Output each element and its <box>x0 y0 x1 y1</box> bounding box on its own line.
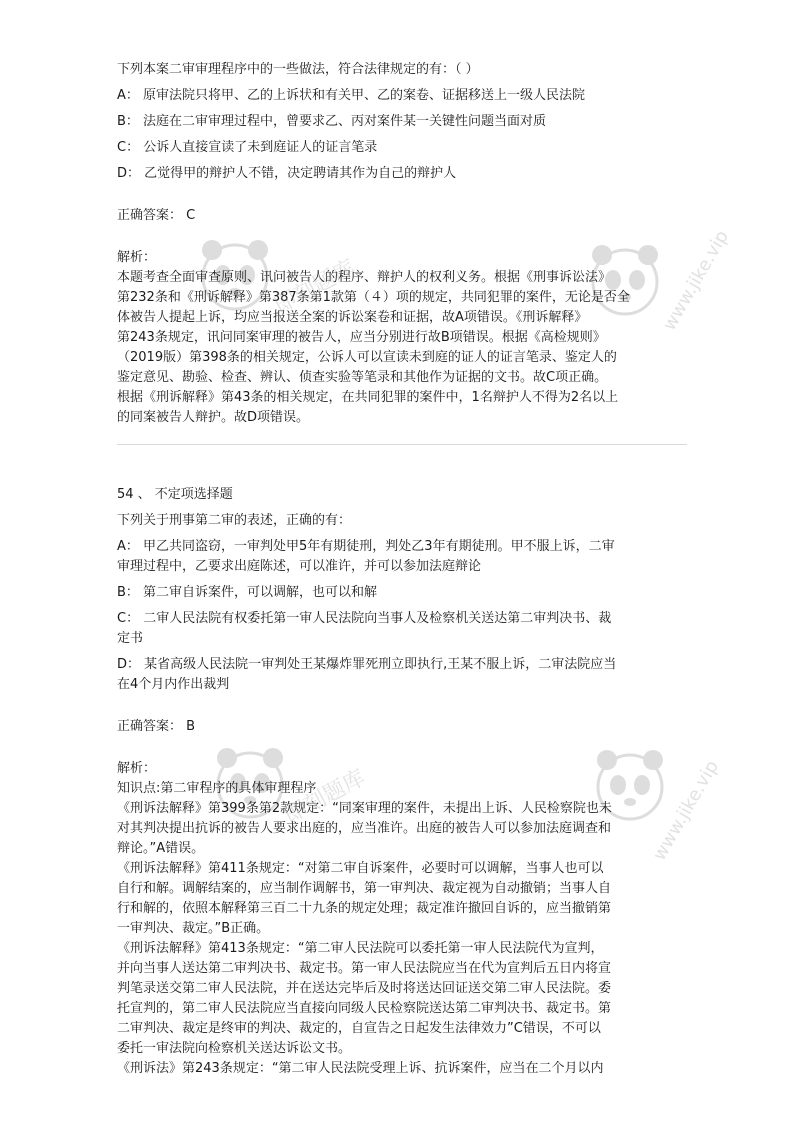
option-b: B： 法庭在二审审理过程中，曾要求乙、丙对案件某一关键性问题当面对质 <box>117 114 547 129</box>
option-a <box>117 537 687 577</box>
analysis-line: 《刑诉法》第243条规定：“第二审人民法院受理上诉、抗诉案件，应当在二个月以内 <box>117 1061 604 1076</box>
analysis-line: 对其判决提出抗诉的被告人要求出庭的，应当准许。出庭的被告人可以参加法庭调查和 <box>117 821 612 836</box>
option-d <box>117 655 687 695</box>
watermark-brand: 即刻题库 <box>270 255 360 319</box>
question-header: 54 、 不定项选择题 <box>117 487 233 502</box>
option-c: C： 公诉人直接宣读了未到庭证人的证言笔录 <box>117 140 378 155</box>
analysis-line: 本题考查全面审查原则、讯问被告人的程序、辩护人的权利义务。根据《刑事诉讼法》 <box>117 270 612 285</box>
analysis-line: 体被告人提起上诉，均应当报送全案的诉讼案卷和证据，故A项错误。《刑诉解释》 <box>117 310 588 325</box>
analysis-text <box>117 779 687 1079</box>
analysis-line: 行和解的，依照本解释第三百二十九条的规定处理；裁定准许撤回自诉的，应当撤销第 <box>117 901 612 916</box>
analysis-line: 根据《刑诉解释》第43条的相关规定，在共同犯罪的案件中，1名辩护人不得为2名以上 <box>117 390 619 405</box>
watermark-url: www.jike.vip <box>658 226 734 335</box>
question-stem: 下列本案二审审理程序中的一些做法，符合法律规定的有：（ ） <box>117 62 479 77</box>
analysis-line: 辩论。”A错误。 <box>117 841 205 856</box>
option-line: 定书 <box>117 631 144 646</box>
document-page <box>117 0 687 1079</box>
analysis-text <box>117 268 687 428</box>
analysis-line: 第243条规定，讯问同案审理的被告人，应当分别进行故B项错误。根据《高检规则》 <box>117 330 606 345</box>
analysis-line: 第232条和《刑诉解释》第387条第1款第（４）项的规定，共同犯罪的案件，无论是否全 <box>117 290 630 305</box>
option-c <box>117 609 687 649</box>
analysis-line: 鉴定意见、勘验、检查、辨认、侦查实验等笔录和其他作为证据的文书。故C项正确。 <box>117 370 608 385</box>
analysis-line: 知识点:第二审程序的具体审理程序 <box>117 781 317 796</box>
analysis-line: 《刑诉法解释》第411条规定：“对第二审自诉案件，必要时可以调解，当事人也可以 <box>117 861 604 876</box>
watermark-url: www.jike.vip <box>648 756 724 865</box>
option-line: D： 某省高级人民法院一审判处王某爆炸罪死刑立即执行,王某不服上诉，二审法院应当 <box>117 657 617 672</box>
analysis-label: 解析： <box>117 761 157 776</box>
option-line: 审理过程中，乙要求出庭陈述，可以准许，并可以参加法庭辩论 <box>117 559 482 574</box>
watermark-brand: 即刻题库 <box>280 765 370 829</box>
option-line: A： 甲乙共同盗窃，一审判处甲5年有期徒刑，判处乙3年有期徒刑。甲不服上诉，二审 <box>117 539 615 554</box>
analysis-line: 自行和解。调解结案的，应当制作调解书，第一审判决、裁定视为自动撤销；当事人自 <box>117 881 612 896</box>
option-line: 在4个月内作出裁判 <box>117 677 230 692</box>
option-line: C： 二审人民法院有权委托第一审人民法院向当事人及检察机关送达第二审判决书、裁 <box>117 611 612 626</box>
correct-answer: 正确答案： C <box>117 208 196 223</box>
analysis-line: （2019版）第398条的相关规定，公诉人可以宣读未到庭的证人的证言笔录、鉴定人的 <box>117 350 617 365</box>
analysis-label: 解析： <box>117 250 157 265</box>
analysis-line: 《刑诉法解释》第399条第2款规定：“同案审理的案件，未提出上诉、人民检察院也未 <box>117 801 612 816</box>
analysis-line: 一审判决、裁定。”B正确。 <box>117 921 270 936</box>
option-line: B： 第二审自诉案件，可以调解，也可以和解 <box>117 585 378 600</box>
analysis-line: 的同案被告人辩护。故D项错误。 <box>117 410 310 425</box>
analysis-line: 二审判决、裁定是终审的判决、裁定的，自宣告之日起发生法律效力”C错误，不可以 <box>117 1021 601 1036</box>
question-stem: 下列关于刑事第二审的表述，正确的有： <box>117 513 352 528</box>
option-d: D： 乙觉得甲的辩护人不错，决定聘请其作为自己的辩护人 <box>117 166 457 181</box>
analysis-line: 《刑诉法解释》第413条规定：“第二审人民法院可以委托第一审人民法院代为宣判， <box>117 941 604 956</box>
option-b <box>117 583 687 603</box>
analysis-line: 委托一审法院向检察机关送达诉讼文书。 <box>117 1041 352 1056</box>
analysis-line: 托宣判的，第二审人民法院应当直接向同级人民检察院送达第二审判决书、裁定书。第 <box>117 1001 612 1016</box>
option-a: A： 原审法院只将甲、乙的上诉状和有关甲、乙的案卷、证据移送上一级人民法院 <box>117 88 586 103</box>
analysis-line: 并向当事人送达第二审判决书、裁定书。第一审人民法院应当在代为宣判后五日内将宣 <box>117 961 612 976</box>
correct-answer: 正确答案： B <box>117 719 196 734</box>
analysis-line: 判笔录送交第二审人民法院，并在送达完毕后及时将送达回证送交第二审人民法院。委 <box>117 981 612 996</box>
